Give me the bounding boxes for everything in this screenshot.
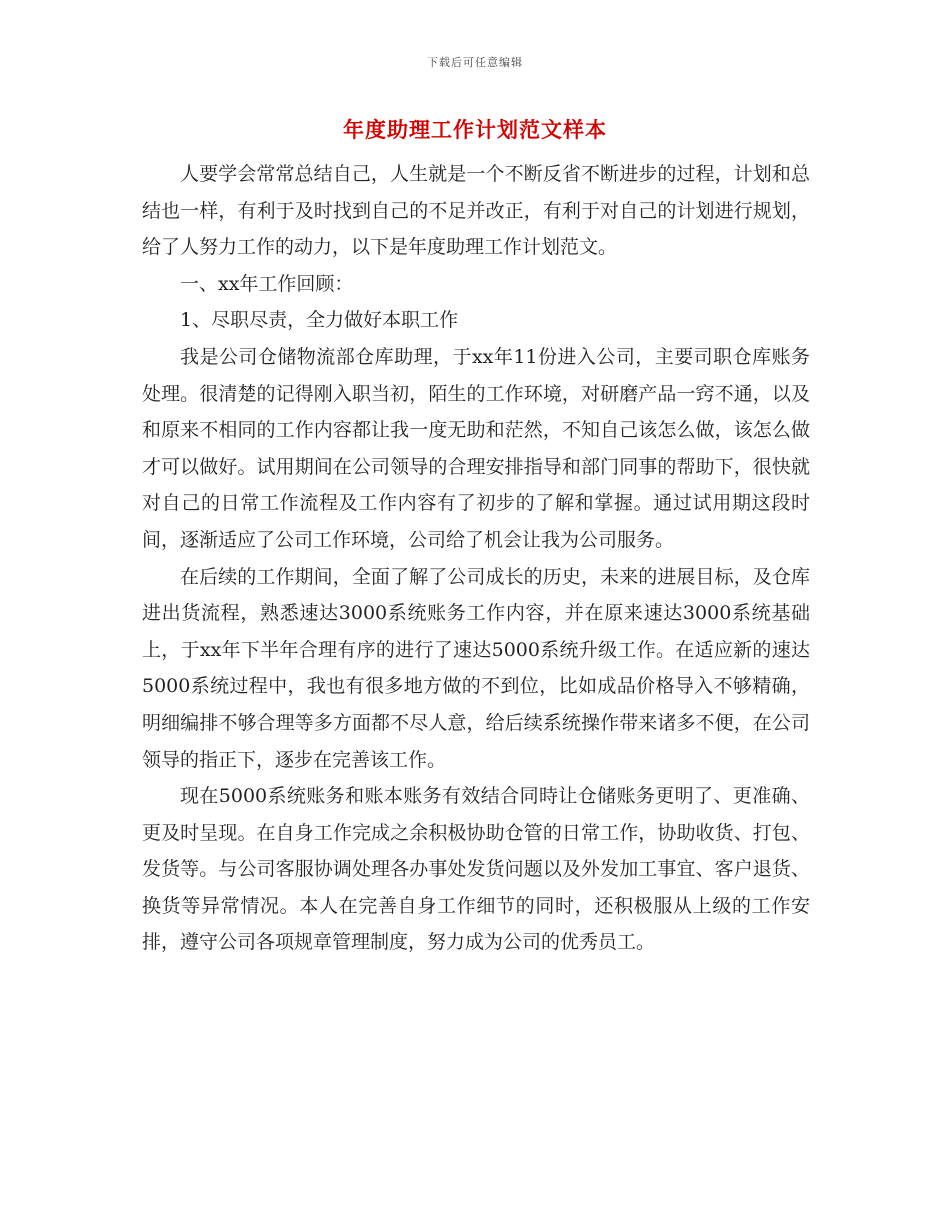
paragraph: 现在5000系统账务和账本账务有效结合同時让仓储账务更明了、更准确、更及时呈现。在自身工作完成之余积极协助仓管的日常工作，协助收货、打包、发货等。与公司客服协调处理各办事处发货问题以及外发加工事宜、客户退货、换货等异常情况。本人在完善自身工作细节的同时，还积极服从上级的工作安排，遵守公司各项规章管理制度，努力成为公司的优秀员工。 [142,785,810,954]
document-title: 年度助理工作计划范文样本 [343,117,607,142]
paragraph: 在后续的工作期间，全面了解了公司成长的历史，未来的进展目标，及仓库进出货流程，熟悉速达3000系统账务工作内容，并在原来速达3000系统基础上，于xx年下半年合理有序的进行了速达5000系统升级工作。在适应新的速达5000系统过程中，我也有很多地方做的不到位，比如成品价格导入不够精确，明细编排不够合理等多方面都不尽人意，给后续系统操作带来诸多不便，在公司领导的指正下，逐步在完善该工作。 [142,565,810,771]
paragraph-intro: 人要学会常常总结自己，人生就是一个不断反省不断进步的过程，计划和总结也一样，有利于及时找到自己的不足并改正，有利于对自己的计划进行规划，给了人努力工作的动力，以下是年度助理工作计划范文。 [142,163,810,259]
subsection-heading: 1、尽职尽责，全力做好本职工作 [180,309,459,332]
header-note: 下载后可任意编辑 [427,56,523,69]
document-body [142,156,810,961]
paragraph: 我是公司仓储物流部仓库助理，于xx年11份进入公司，主要司职仓库账务处理。很清楚的记得刚入职当初，陌生的工作环境，对研磨产品一窍不通，以及和原来不相同的工作内容都让我一度无助和茫然，不知自己该怎么做，该怎么做才可以做好。试用期间在公司领导的合理安排指导和部门同事的帮助下，很快就对自己的日常工作流程及工作内容有了初步的了解和掌握。通过试用期这段时间，逐渐适应了公司工作环境，公司给了机会让我为公司服务。 [142,345,810,551]
section-heading: 一、xx年工作回顾： [180,272,354,295]
